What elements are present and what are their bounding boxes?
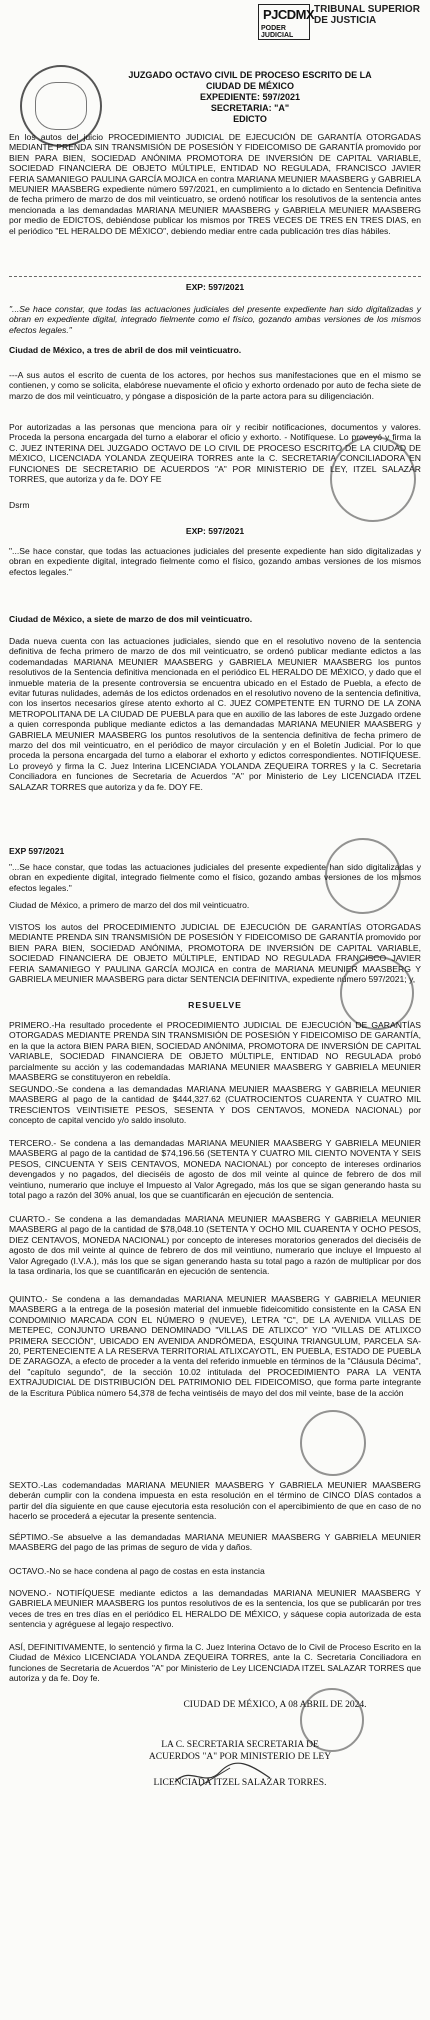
- resolutivo-primero: PRIMERO.-Ha resultado procedente el PROCEDIMIENTO JUDICIAL DE EJECUCIÓN DE GARANTÍAS OTORGADAS MEDIANTE PRENDA SIN TRANSMISIÓN DE POSESIÓN Y FIDEICOMISO DE GARANTÍA, en la que la actora BIEN PARA BIEN, SOCIEDAD ANÓNIMA, PROMOTORA DE INVERSIÓN DE CAPITAL VARIABLE, SOCIEDAD FINANCIERA DE OBJETO MÚLTIPLE, ENTIDAD NO REGULADA probó parcialmente su acción y las codemandadas MARIANA MEUNIER MAASBERG Y GABRIELA MEUNIER MAASBERG se constituyeron en rebeldía.: [9, 1020, 421, 1083]
- exp-label-3: EXP 597/2021: [9, 846, 65, 856]
- paragraph-4: Dada nueva cuenta con las actuaciones judiciales, siendo que en el resolutivo noveno de la sentencia definitiva de fecha primero de marzo de dos mil veinticuatro, se ordenó publicar mediante edictos a las codemandadas MARIANA MEUNIER MAASBERG y GABRIELA MEUNIER MAASBERG los puntos resolutivos de la Sentencia definitiva mencionada en el periódico EL HERALDO DE MÉXICO, y dado que el inmueble materia de la presente controversia se encuentra ubicado en el Estado de Puebla, a efecto de evitar futuras nulidades, además de los edictos ordenados en el resolutivo noveno de la sentencia definitiva, con los insertos necesarios gírese atento exhorto al C. JUEZ COMPETENTE EN TURNO DE LA ZONA METROPOLITANA DE LA CIUDAD DE PUEBLA para que en auxilio de las labores de este Juzgado ordene a quien corresponda publique mediante edictos a las demandadas MARIANA MEUNIER MAASBERG y GABRIELA MEUNIER MAASBERG los puntos resolutivos de la sentencia definitiva de fecha primero de marzo del dos mil veinticuatro, en el periódico de mayor circulación y en el Boletín Judicial. Por lo que proceda la persona encargada del turno a elaborar el exhorto y edictos correspondientes. NOTIFÍQUESE. Lo proveyó y firma la C. Juez Interina LICENCIADA YOLANDA ZEQUEIRA TORRES y la C. Secretaria Conciliadora en funciones de Secretaria de Acuerdos "A" por Ministerio de Ley LICENCIADA ITZEL SALAZAR TORRES que autoriza y da fe. DOY FE.: [9, 636, 421, 792]
- resolutivo-tercero: TERCERO.- Se condena a las demandadas MARIANA MEUNIER MAASBERG Y GABRIELA MEUNIER MAASBERG al pago de la cantidad de $74,196.56 (SETENTA Y CUATRO MIL CIENTO NOVENTA Y SEIS PESOS, CINCUENTA Y SEIS CENTAVOS, MONEDA NACIONAL) por concepto de intereses ordinarios devengados y no pagados, del dieciséis de agosto de dos mil veinte al quince de febrero de dos mil veintiuno, numerario que incluye el Impuesto al Valor Agregado, más los que se sigan generando hasta su total pago a razón del 30% anual, los que se cuantificarán en ejecución de sentencia.: [9, 1138, 421, 1201]
- expediente: EXPEDIENTE: 597/2021: [199, 92, 301, 102]
- signatory-name: LICENCIADA ITZEL SALAZAR TORRES.: [153, 1778, 327, 1788]
- resolutivo-septimo: SÉPTIMO.-Se absuelve a las demandadas MARIANA MEUNIER MAASBERG Y GABRIELA MEUNIER MAASBERG del pago de las primas de seguro de vida y daños.: [9, 1532, 421, 1553]
- court-stamp-icon: [300, 1410, 366, 1476]
- paragraph-2: ---A sus autos el escrito de cuenta de los actores, por hechos sus manifestaciones que en el mismo se contienen, y como se solicita, elabórese nuevamente el oficio y exhorto ordenado por auto de fecha siete de marzo de dos mil veinticuatro, y póngase a disposición de la parte actora para su diligenciación.: [9, 370, 421, 401]
- paragraph-5: VISTOS los autos del PROCEDIMIENTO JUDICIAL DE EJECUCIÓN DE GARANTÍAS OTORGADAS MEDIANTE PRENDA SIN TRANSMISIÓN DE POSESIÓN Y FIDEICOMISO DE GARANTÍA promovido por BIEN PARA BIEN, SOCIEDAD ANÓNIMA, PROMOTORA DE INVERSIÓN DE CAPITAL VARIABLE, SOCIEDAD FINANCIERA DE OBJETO MÚLTIPLE, ENTIDAD NO REGULADA FRANCISCO JAVIER FERIA SAMANIEGO Y PAULINA GARCÍA MOJICA en contra de MARIANA MEUNIER MAASBERG Y GABRIELA MEUNIER MAASBERG para dictar SENTENCIA DEFINITIVA, expediente número 597/2021; y,: [9, 922, 421, 985]
- signatory-title-2: ACUERDOS "A" POR MINISTERIO DE LEY: [148, 1752, 332, 1762]
- date-3: Ciudad de México, a primero de marzo del dos mil veinticuatro.: [9, 900, 250, 910]
- pjcdmx-logo: [258, 4, 315, 40]
- logo-text: PJCDMX: [263, 7, 315, 22]
- initials: Dsrm: [9, 500, 30, 510]
- court-name: JUZGADO OCTAVO CIVIL DE PROCESO ESCRITO DE LA CIUDAD DE MÉXICO: [128, 70, 372, 91]
- secretaria: SECRETARIA: "A": [210, 103, 290, 113]
- exp-label-2: EXP: 597/2021: [185, 526, 245, 536]
- court-stamp-icon: [340, 956, 414, 1030]
- digital-notice-3: "...Se hace constar, que todas las actuaciones judiciales del presente expediente han sido digitalizadas y obran en expediente digital, integrado fielmente como el físico, gozando ambas versiones de los mismos efectos legales.": [9, 862, 421, 893]
- digital-notice-1: "...Se hace constar, que todas las actuaciones judiciales del presente expediente han sido digitalizadas y obran en expediente digital, integrado fielmente como el físico, gozando ambas versiones de los mismos efectos legales.": [9, 304, 421, 335]
- resolutivo-sexto: SEXTO.-Las codemandadas MARIANA MEUNIER MAASBERG Y GABRIELA MEUNIER MAASBERG deberán cumplir con la condena impuesta en esta resolución en el término de CINCO DÍAS contados a partir del día siguiente en que cause ejecutoria esta resolución con el apercibimiento de que en caso de no hacerlo se procederá a ejecutar la presente sentencia.: [9, 1480, 421, 1522]
- header: [0, 0, 430, 40]
- resolutivo-cuarto: CUARTO.- Se condena a las demandadas MARIANA MEUNIER MAASBERG Y GABRIELA MEUNIER MAASBERG al pago de la cantidad de $78,048.10 (SETENTA Y OCHO MIL CUARENTA Y OCHO PESOS, DIEZ CENTAVOS, MONEDA NACIONAL) por concepto de intereses moratorios generados del dieciséis de agosto de dos mil veinte al quince de febrero de dos mil veintiuno, numerario que incluye el Impuesto al Valor Agregado (I.V.A.), más los que se sigan generando hasta su total pago a razón de multiplicar por dos la tasa ordinaria, los que se cuantificarán en ejecución de sentencia.: [9, 1214, 421, 1277]
- tribunal-name: TRIBUNAL SUPERIOR DE JUSTICIA: [314, 4, 420, 26]
- logo-subtext: PODER JUDICIAL: [261, 25, 294, 39]
- date-2: Ciudad de México, a siete de marzo de dos mil veinticuatro.: [9, 614, 253, 624]
- signatory-title-1: LA C. SECRETARIA SECRETARIA DE: [161, 1740, 319, 1750]
- place-date: CIUDAD DE MÉXICO, A 08 ABRIL DE 2024.: [183, 1700, 367, 1710]
- resolutivo-octavo: OCTAVO.-No se hace condena al pago de costas en esta instancia: [9, 1566, 265, 1576]
- intro-paragraph: En los autos del juicio PROCEDIMIENTO JUDICIAL DE EJECUCIÓN DE GARANTÍA OTORGADAS MEDIANTE PRENDA SIN TRANSMISIÓN DE POSESIÓN Y FIDEICOMISO DE GARANTÍA promovido por BIEN PARA BIEN, SOCIEDAD ANÓNIMA PROMOTORA DE INVERSIÓN DE CAPITAL VARIABLE, SOCIEDAD FINANCIERA DE OBJETO MÚLTIPLE, ENTIDAD NO REGULADA, FRANCISCO JAVIER FERIA SAMANIEGO PAULINA GARCÍA MOJICA en contra MARIANA MEUNIER MAASBERG y GABRIELA MEUNIER MAASBERG expediente número 597/2021, en cumplimiento a lo dictado en Sentencia Definitiva de fecha primero de marzo de dos mil veinticuatro, se ordenó notificar los resolutivos de la sentencia antes mencionada a las demandadas MARIANA MEUNIER MAASBERG y GABRIELA MEUNIER MAASBERG por medio de EDICTOS, debiéndose publicar los mismos por TRES VECES DE TRES EN TRES DIAS, en el periódico "EL HERALDO DE MÉXICO", debiendo mediar entre cada publicación tres días hábiles.: [9, 132, 421, 236]
- divider: [9, 276, 421, 277]
- resolutivo-final: ASÍ, DEFINITIVAMENTE, lo sentenció y firma la C. Juez Interina Octavo de lo Civil de Proceso Escrito en la Ciudad de México LICENCIADA YOLANDA ZEQUEIRA TORRES, ante la C. Secretaria Conciliadora en funciones de Secretaria de Acuerdos "A" por Ministerio de Ley LICENCIADA ITZEL SALAZAR TORRES que autoriza y da fe. Doy fe.: [9, 1642, 421, 1684]
- doc-type: EDICTO: [233, 114, 267, 124]
- paragraph-3: Por autorizadas a las personas que menciona para oír y recibir notificaciones, documentos y valores. Proceda la persona encargada del turno a elaborar el oficio y exhorto. - Notifíquese. Lo proveyó y firma la C. JUEZ INTERINA DEL JUZGADO OCTAVO DE LO CIVIL DE PROCESO ESCRITO DE LA CIUDAD DE MÉXICO, LICENCIADA YOLANDA ZEQUEIRA TORRES ante la C. SECRETARIA CONCILIADORA EN FUNCIONES DE SECRETARIO DE ACUERDOS "A" POR MINISTERIO DE LEY, ITZEL SALAZAR TORRES, que autoriza y da fe. DOY FE: [9, 422, 421, 485]
- resolutivo-quinto: QUINTO.- Se condena a las demandadas MARIANA MEUNIER MAASBERG Y GABRIELA MEUNIER MAASBERG a la entrega de la posesión material del inmueble fideicomitido consistente en la CASA EN CONDOMINIO MARCADA CON EL NÚMERO 9 (NUEVE), LETRA "C", DE LA AVENIDA VILLAS DE METEPEC, CONJUNTO URBANO DENOMINADO "VILLAS DE ATLIXCO" Y/O "VILLAS DE ATLIXCO PRIMERA SECCIÓN", UBICADO EN AVENIDA ANDRÓMEDA, ESQUINA TRIANGULUM, PARCELA SA-20, PERTENECIENTE A LA RESERVA TERRITORIAL ATLIXCAYOTL, EN PUEBLA, ESTADO DE PUEBLA DE ZARAGOZA, a efecto de proceder a la venta del referido inmueble en términos de la "Cláusula Décima", del "capítulo segundo", de la sección 10.02 intitulada del PROCEDIMIENTO PARA LA VENTA EXTRAJUDICIAL DE DISTRIBUCIÓN DEL PATRIMONIO DEL FIDEICOMISO, que forma parte integrante de la Escritura Pública número 54,378 de fecha veintiséis de mayo del dos mil veinte, base de la acción: [9, 1294, 421, 1398]
- exp-label-1: EXP: 597/2021: [185, 282, 245, 292]
- digital-notice-2: "...Se hace constar, que todas las actuaciones judiciales del presente expediente han sido digitalizadas y obran en expediente digital, integrado fielmente como el físico, gozando ambas versiones de los mismos efectos legales.": [9, 546, 421, 577]
- resuelve-heading: RESUELVE: [188, 1000, 242, 1010]
- resolutivo-segundo: SEGUNDO.-Se condena a las demandadas MARIANA MEUNIER MAASBERG Y GABRIELA MEUNIER MAASBERG al pago de la cantidad de $444,327.62 (CUATROCIENTOS CUARENTA Y CUATRO MIL TRESCIENTOS VEINTISIETE PESOS, SESENTA Y DOS CENTAVOS, MONEDA NACIONAL) por concepto de capital vencido y/o saldo insoluto.: [9, 1084, 421, 1126]
- resolutivo-noveno: NOVENO.- NOTIFÍQUESE mediante edictos a las demandadas MARIANA MEUNIER MAASBERG Y GABRIELA MEUNIER MAASBERG los puntos resolutivos de es la sentencia, los que se publicarán por tres veces de tres en tres días en el periódico EL HERALDO DE MÉXICO, y sáquese copia autorizada de esta sentencia y agréguese al legajo respectivo.: [9, 1588, 421, 1630]
- date-1: Ciudad de México, a tres de abril de dos mil veinticuatro.: [9, 345, 242, 355]
